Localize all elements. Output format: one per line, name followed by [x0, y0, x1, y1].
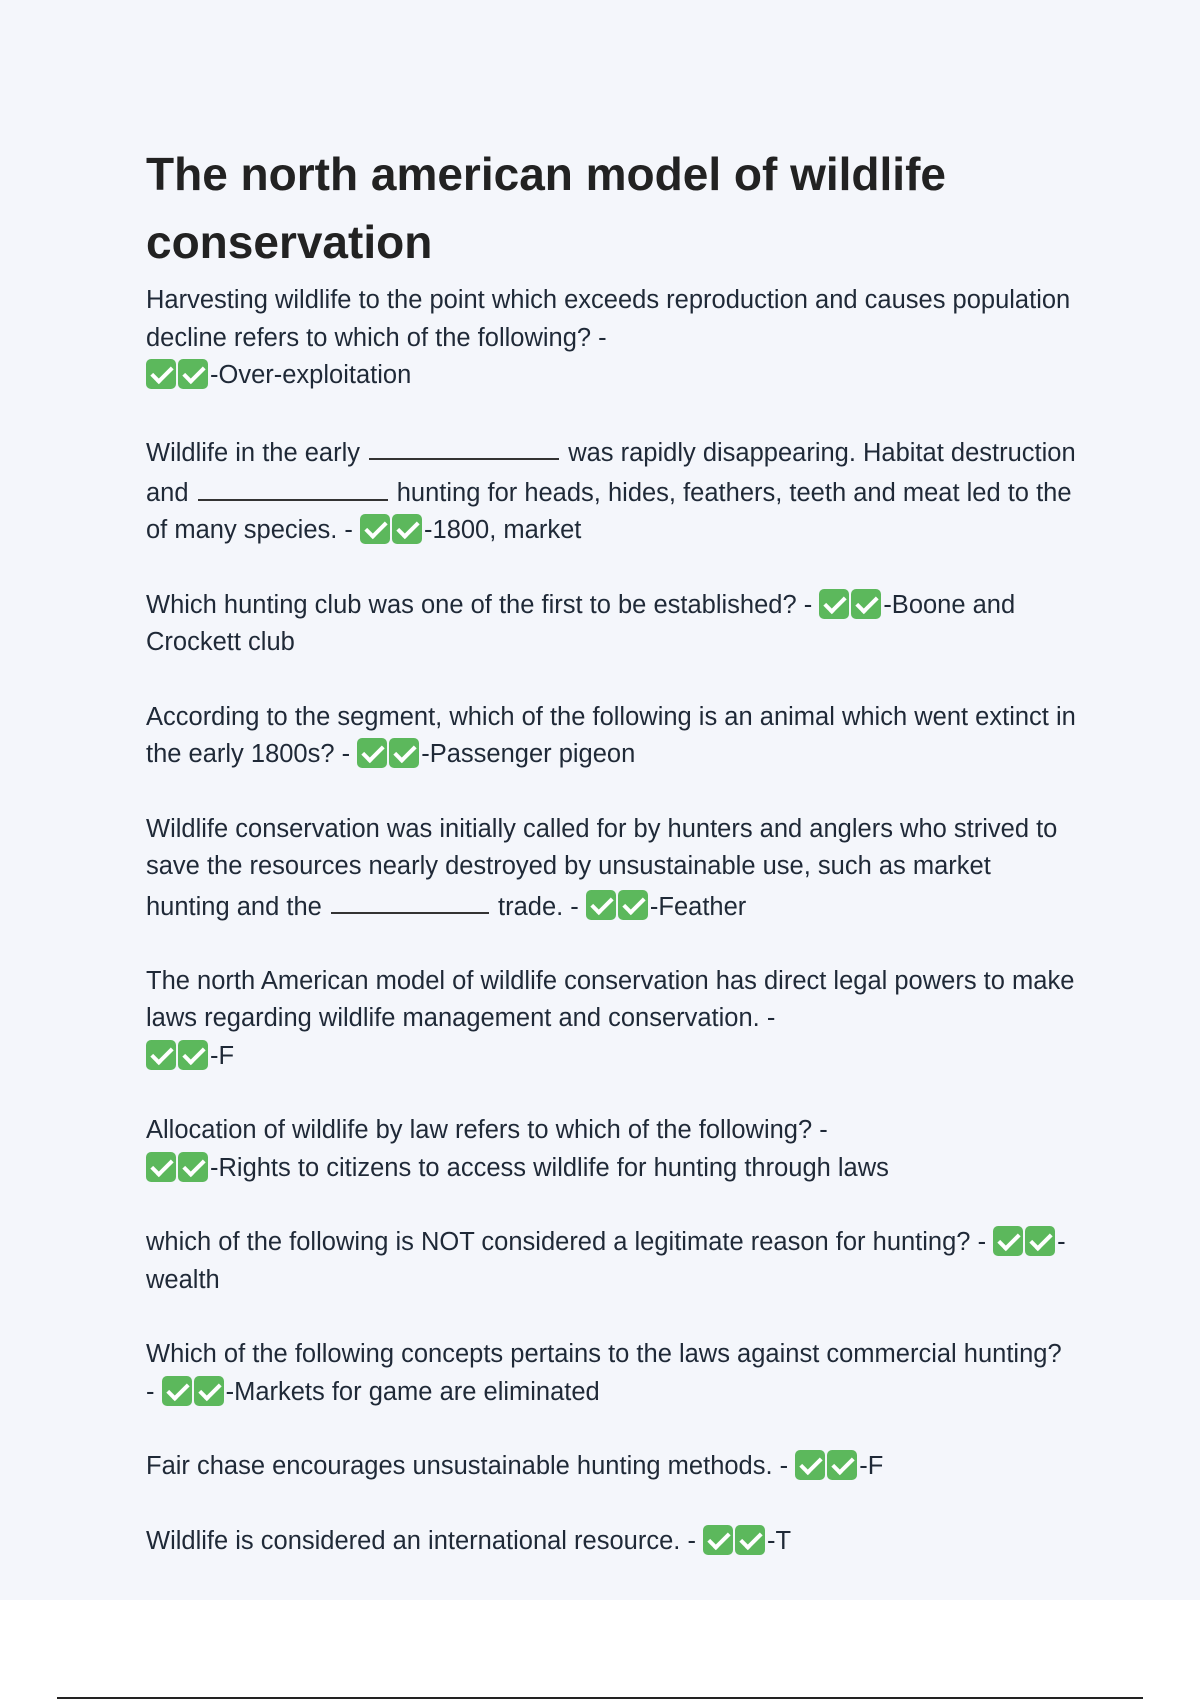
- check-icon: [360, 514, 390, 544]
- answer-text: -wealth: [146, 1228, 1066, 1294]
- check-icon: [146, 1040, 176, 1070]
- qa-item: [146, 1224, 1076, 1299]
- check-icon: [703, 1525, 733, 1555]
- qa-item: [146, 587, 1076, 662]
- answer-text: -Rights to citizens to access wildlife for hunting through laws: [210, 1153, 889, 1182]
- fill-blank: [331, 886, 489, 915]
- question-text: The north American model of wildlife conservation has direct legal powers to make laws regarding wildlife management and conservation. -: [146, 966, 1075, 1033]
- answer-text: -Passenger pigeon: [421, 740, 636, 769]
- page-title: The north american model of wildlife conservation: [146, 148, 946, 268]
- answer-text: -Over-exploitation: [210, 361, 412, 389]
- check-icon: [993, 1226, 1023, 1256]
- answer-text: -Boone and Crockett club: [146, 590, 1016, 657]
- check-icon: [162, 1376, 192, 1406]
- question-text: Which hunting club was one of the first to be established? -: [146, 590, 813, 619]
- check-icon: [178, 1040, 208, 1070]
- check-icon: [851, 589, 881, 619]
- qa-item: [146, 699, 1076, 774]
- qa-item: [146, 963, 1076, 1076]
- question-text: Harvesting wildlife to the point which exceeds reproduction and causes population decline refers to which of the following? -: [146, 286, 1071, 352]
- page-divider: [57, 1697, 1143, 1699]
- question-text: was rapidly disappearing. Habitat destruction and: [146, 438, 1076, 507]
- qa-item: [146, 1112, 1076, 1187]
- question-text: Wildlife in the early: [146, 438, 360, 467]
- qa-item: [146, 432, 1076, 550]
- question-text: which of the following is NOT considered a legitimate reason for hunting? -: [146, 1228, 987, 1257]
- document-content: [146, 140, 1076, 1597]
- check-icon: [178, 1152, 208, 1182]
- answer-text: -F: [859, 1452, 884, 1481]
- check-icon: [1025, 1226, 1055, 1256]
- qa-item: [146, 1448, 1076, 1486]
- check-icon: [146, 359, 176, 389]
- check-icon: [389, 738, 419, 768]
- check-icon: [357, 738, 387, 768]
- check-icon: [586, 890, 616, 920]
- answer-text: -Feather: [649, 892, 747, 921]
- answer-text: -T: [767, 1526, 792, 1555]
- check-icon: [178, 359, 208, 389]
- question-text: trade. -: [498, 892, 579, 921]
- check-icon: [819, 589, 849, 619]
- answer-text: -F: [210, 1041, 235, 1070]
- check-icon: [618, 890, 648, 920]
- question-text: hunting for heads, hides, feathers, teeth and meat led to the of many species. -: [146, 478, 1072, 545]
- question-text: Which of the following concepts pertains to the laws against commercial hunting? -: [146, 1340, 1062, 1406]
- qa-item: [146, 282, 1076, 395]
- qa-item: [146, 1336, 1076, 1411]
- question-text: Fair chase encourages unsustainable hunting methods. -: [146, 1452, 789, 1481]
- answer-text: -Markets for game are eliminated: [225, 1377, 600, 1406]
- fill-blank: [369, 432, 559, 461]
- fill-blank: [198, 472, 388, 501]
- qa-item: [146, 811, 1076, 926]
- question-text: Allocation of wildlife by law refers to which of the following? -: [146, 1116, 828, 1145]
- question-text: According to the segment, which of the following is an animal which went extinct in the early 1800s? -: [146, 702, 1076, 769]
- answer-text: -1800, market: [424, 516, 582, 545]
- check-icon: [795, 1450, 825, 1480]
- check-icon: [146, 1152, 176, 1182]
- check-icon: [392, 514, 422, 544]
- check-icon: [827, 1450, 857, 1480]
- question-text: Wildlife conservation was initially called for by hunters and anglers who strived to save the resources nearly destroyed by unsustainable use, such as market hunting and the: [146, 814, 1058, 921]
- check-icon: [194, 1376, 224, 1406]
- check-icon: [735, 1525, 765, 1555]
- qa-item: [146, 1523, 1076, 1561]
- question-text: Wildlife is considered an international resource. -: [146, 1526, 696, 1555]
